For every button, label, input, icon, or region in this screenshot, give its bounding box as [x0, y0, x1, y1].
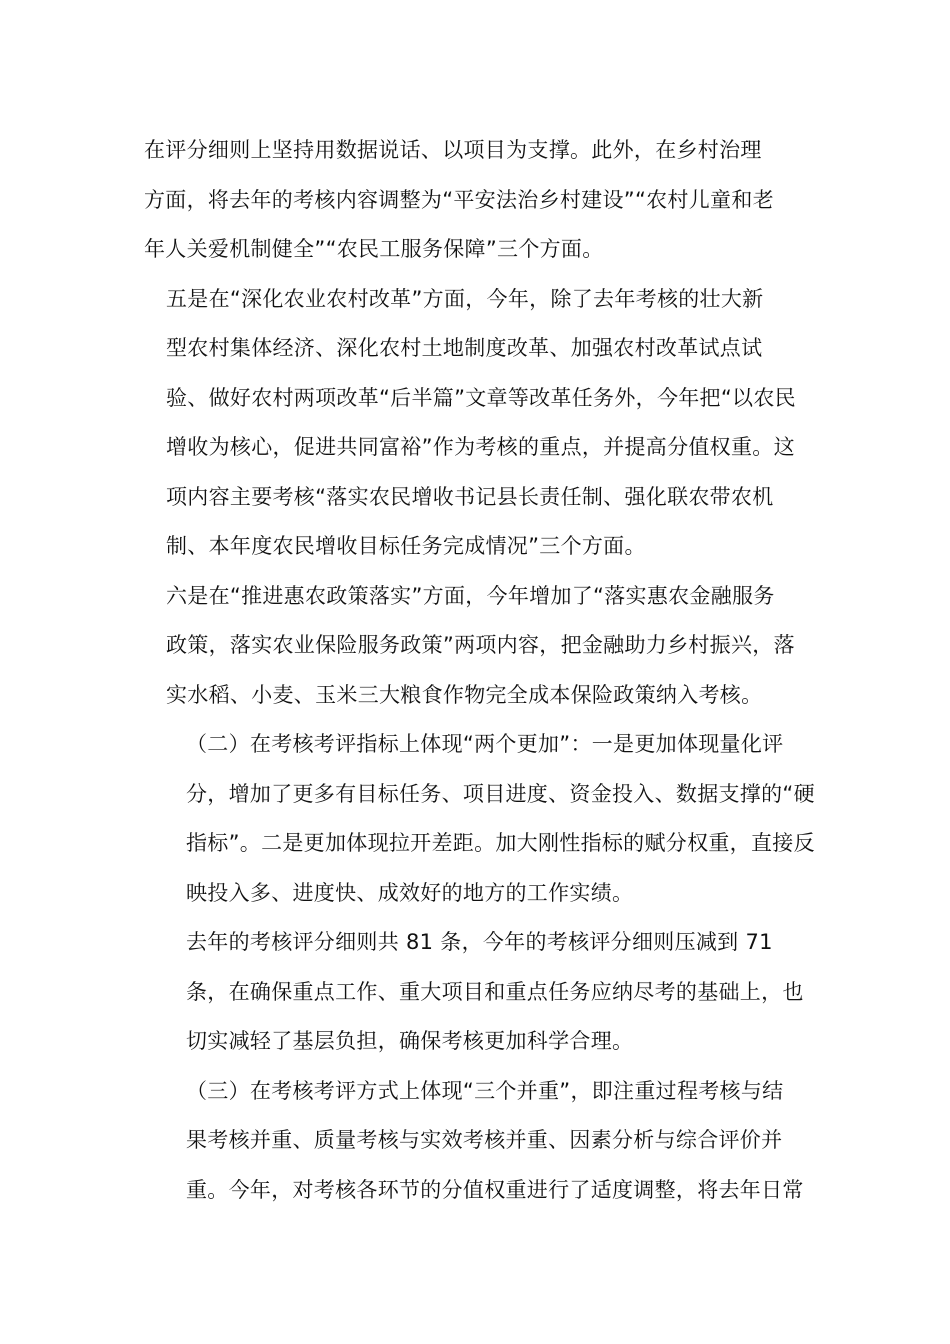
text-line: 分，增加了更多有目标任务、项目进度、资金投入、数据支撑的“硬 — [186, 781, 815, 806]
text-line: 项内容主要考核“落实农民增收书记县长责任制、强化联农带农机 — [166, 484, 774, 509]
text-line: （三）在考核考评方式上体现“三个并重”，即注重过程考核与结 — [186, 1078, 784, 1103]
paragraph-evaluation-methods — [144, 1067, 808, 1216]
text-line: 五是在“深化农业农村改革”方面，今年，除了去年考核的壮大新 — [166, 286, 764, 311]
text-line: 切实减轻了基层负担，确保考核更加科学合理。 — [186, 1029, 634, 1053]
text-line: 映投入多、进度快、成效好的地方的工作实绩。 — [186, 880, 634, 905]
text-line: 在评分细则上坚持用数据说话、以项目为支撑。此外，在乡村治理 — [144, 138, 762, 162]
text-line: 验、做好农村两项改革“后半篇”文章等改革任务外，今年把“以农民 — [166, 385, 796, 410]
paragraph-rural-governance — [144, 126, 808, 275]
text-line: 实水稻、小麦、玉米三大粮食作物完全成本保险政策纳入考核。 — [166, 682, 763, 707]
text-line: 重。今年，对考核各环节的分值权重进行了适度调整，将去年日常 — [186, 1177, 804, 1202]
text-line: 六是在“推进惠农政策落实”方面，今年增加了“落实惠农金融服务 — [166, 583, 775, 608]
text-line: 条，在确保重点工作、重大项目和重点任务应纳尽考的基础上，也 — [186, 979, 804, 1004]
paragraph-scoring-rules — [144, 918, 808, 1067]
text-line: 年人关爱机制健全”“农民工服务保障”三个方面。 — [144, 237, 604, 261]
text-line: （二）在考核考评指标上体现“两个更加”：一是更加体现量化评 — [186, 732, 784, 756]
text-line: 方面，将去年的考核内容调整为“平安法治乡村建设”“农村儿童和老 — [144, 187, 774, 212]
text-line: 政策，落实农业保险服务政策”两项内容，把金融助力乡村振兴，落 — [166, 633, 795, 657]
paragraph-agri-policy — [144, 572, 808, 721]
text-line: 果考核并重、质量考核与实效考核并重、因素分析与综合评价并 — [186, 1128, 783, 1152]
paragraph-evaluation-indicators — [144, 720, 815, 918]
text-line: 制、本年度农民增收目标任务完成情况”三个方面。 — [166, 534, 646, 558]
paragraph-rural-reform — [144, 275, 808, 572]
document-page — [144, 126, 815, 1215]
text-line: 型农村集体经济、深化农村土地制度改革、加强农村改革试点试 — [166, 336, 763, 360]
text-line: 去年的考核评分细则共 81 条，今年的考核评分细则压减到 71 — [186, 930, 773, 954]
text-line: 指标”。二是更加体现拉开差距。加大刚性指标的赋分权重，直接反 — [186, 831, 815, 855]
text-line: 增收为核心，促进共同富裕”作为考核的重点，并提高分值权重。这 — [166, 435, 795, 459]
